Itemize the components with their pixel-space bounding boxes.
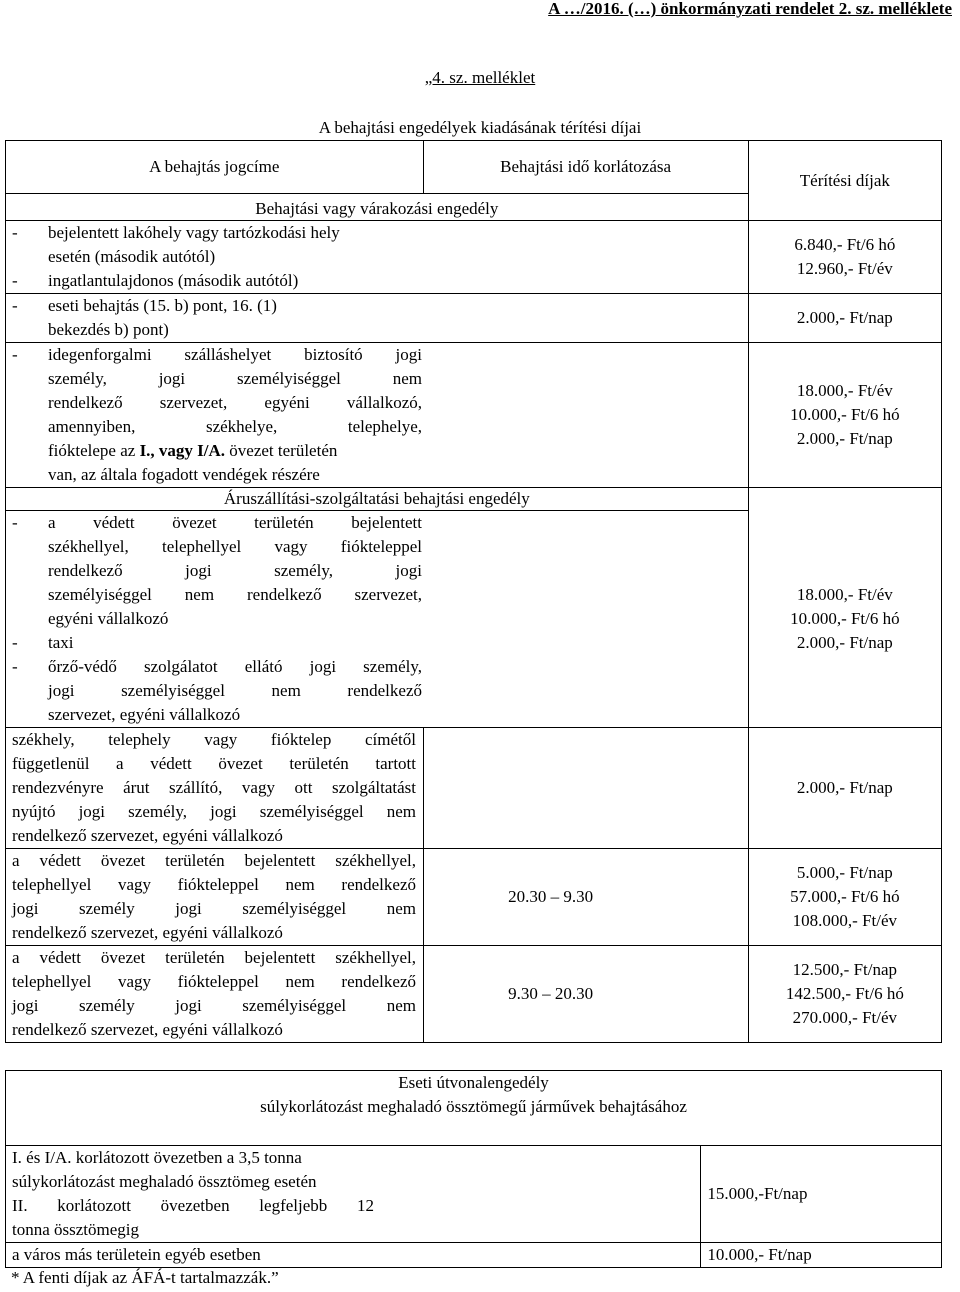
fee-day-delivery: 12.500,- Ft/nap 142.500,- Ft/6 hó 270.000,- Ft/év: [748, 946, 941, 1043]
fee-night-delivery: 5.000,- Ft/nap 57.000,- Ft/6 hó 108.000,- Ft/év: [748, 849, 941, 946]
col-header-title: A behajtás jogcíme: [6, 141, 424, 194]
route-fee-weight: 15.000,-Ft/nap: [701, 1146, 942, 1243]
time-day: 9.30 – 20.30: [423, 946, 748, 1043]
fee-tourism: 18.000,- Ft/év 10.000,- Ft/6 hó 2.000,- Ft/nap: [748, 343, 941, 488]
route-row-other: a város más területein egyéb esetben: [6, 1243, 701, 1268]
fee-spacer: [748, 488, 941, 511]
row-protected-zone: - a védett övezet területén bejelentett székhellyel, telephellyel vagy fiókteleppel rendelkező jogi személy, jogi személyiséggel nem rendelkező szervezet, egyéni vállalkozó - taxi - őrző-védő szolgálatot ellátó jogi személy, jogi személyiséggel nem rendelkező szervezet, egyéni vállalkozó: [6, 511, 749, 728]
fee-protected-zone: 18.000,- Ft/év 10.000,- Ft/6 hó 2.000,- Ft/nap: [748, 511, 941, 728]
row-day-delivery: a védett övezet területén bejelentett székhellyel, telephellyel vagy fiókteleppel nem rendelkező jogi személy jogi személyiséggel nem rendelkező szervezet, egyéni vállalkozó: [6, 946, 424, 1043]
page-title: A behajtási engedélyek kiadásának térítési díjai: [318, 118, 642, 137]
route-permit-title: Eseti útvonalengedély súlykorlátozást meghaladó össztömegű járművek behajtásához: [6, 1071, 942, 1146]
fee-event-delivery: 2.000,- Ft/nap: [748, 728, 941, 849]
route-row-weight: I. és I/A. korlátozott övezetben a 3,5 tonna súlykorlátozást meghaladó össztömeg esetén II. korlátozott övezetben legfeljebb 12 tonna össztömegig: [6, 1146, 701, 1243]
col-header-time: Behajtási idő korlátozása: [423, 141, 748, 194]
section-parking-permit: Behajtási vagy várakozási engedély: [6, 194, 749, 221]
route-fee-other: 10.000,- Ft/nap: [701, 1243, 942, 1268]
route-permit-table: [5, 1070, 942, 1268]
fees-table: [5, 140, 942, 1043]
row-night-delivery: a védett övezet területén bejelentett székhellyel, telephellyel vagy fiókteleppel nem rendelkező jogi személy jogi személyiséggel nem rendelkező szervezet, egyéni vállalkozó: [6, 849, 424, 946]
regulation-reference: A …/2016. (…) önkormányzati rendelet 2. sz. melléklete: [548, 0, 952, 18]
row-residential: - bejelentett lakóhely vagy tartózkodási hely esetén (második autótól) - ingatlantulajdonos (második autótól): [6, 221, 749, 294]
row-tourism: - idegenforgalmi szálláshelyet biztosító jogi személy, jogi személyiséggel nem rendelkező szervezet, egyéni vállalkozó, amennyiben, székhelye, telephelye, fióktelepe az I., vagy I/A. övezet területén van, az általa fogadott vendégek részére: [6, 343, 749, 488]
fee-residential: 6.840,- Ft/6 hó 12.960,- Ft/év: [748, 221, 941, 294]
row-event-delivery: székhely, telephely vagy fióktelep címétől függetlenül a védett övezet területén tartott rendezvényre árut szállító, vagy ott szolgáltatást nyújtó jogi személy, jogi személyiséggel nem rendelkező szervezet, egyéni vállalkozó: [6, 728, 424, 849]
section-delivery-permit: Áruszállítási-szolgáltatási behajtási engedély: [6, 488, 749, 511]
col-header-fees: Térítési díjak: [748, 141, 941, 221]
time-event-delivery: [423, 728, 748, 849]
row-occasional: - eseti behajtás (15. b) pont, 16. (1) bekezdés b) pont): [6, 294, 749, 343]
fee-occasional: 2.000,- Ft/nap: [748, 294, 941, 343]
time-night: 20.30 – 9.30: [423, 849, 748, 946]
vat-footnote: * A fenti díjak az ÁFÁ-t tartalmazzák.”: [11, 1268, 279, 1287]
annex-label: „4. sz. melléklet: [424, 68, 536, 87]
